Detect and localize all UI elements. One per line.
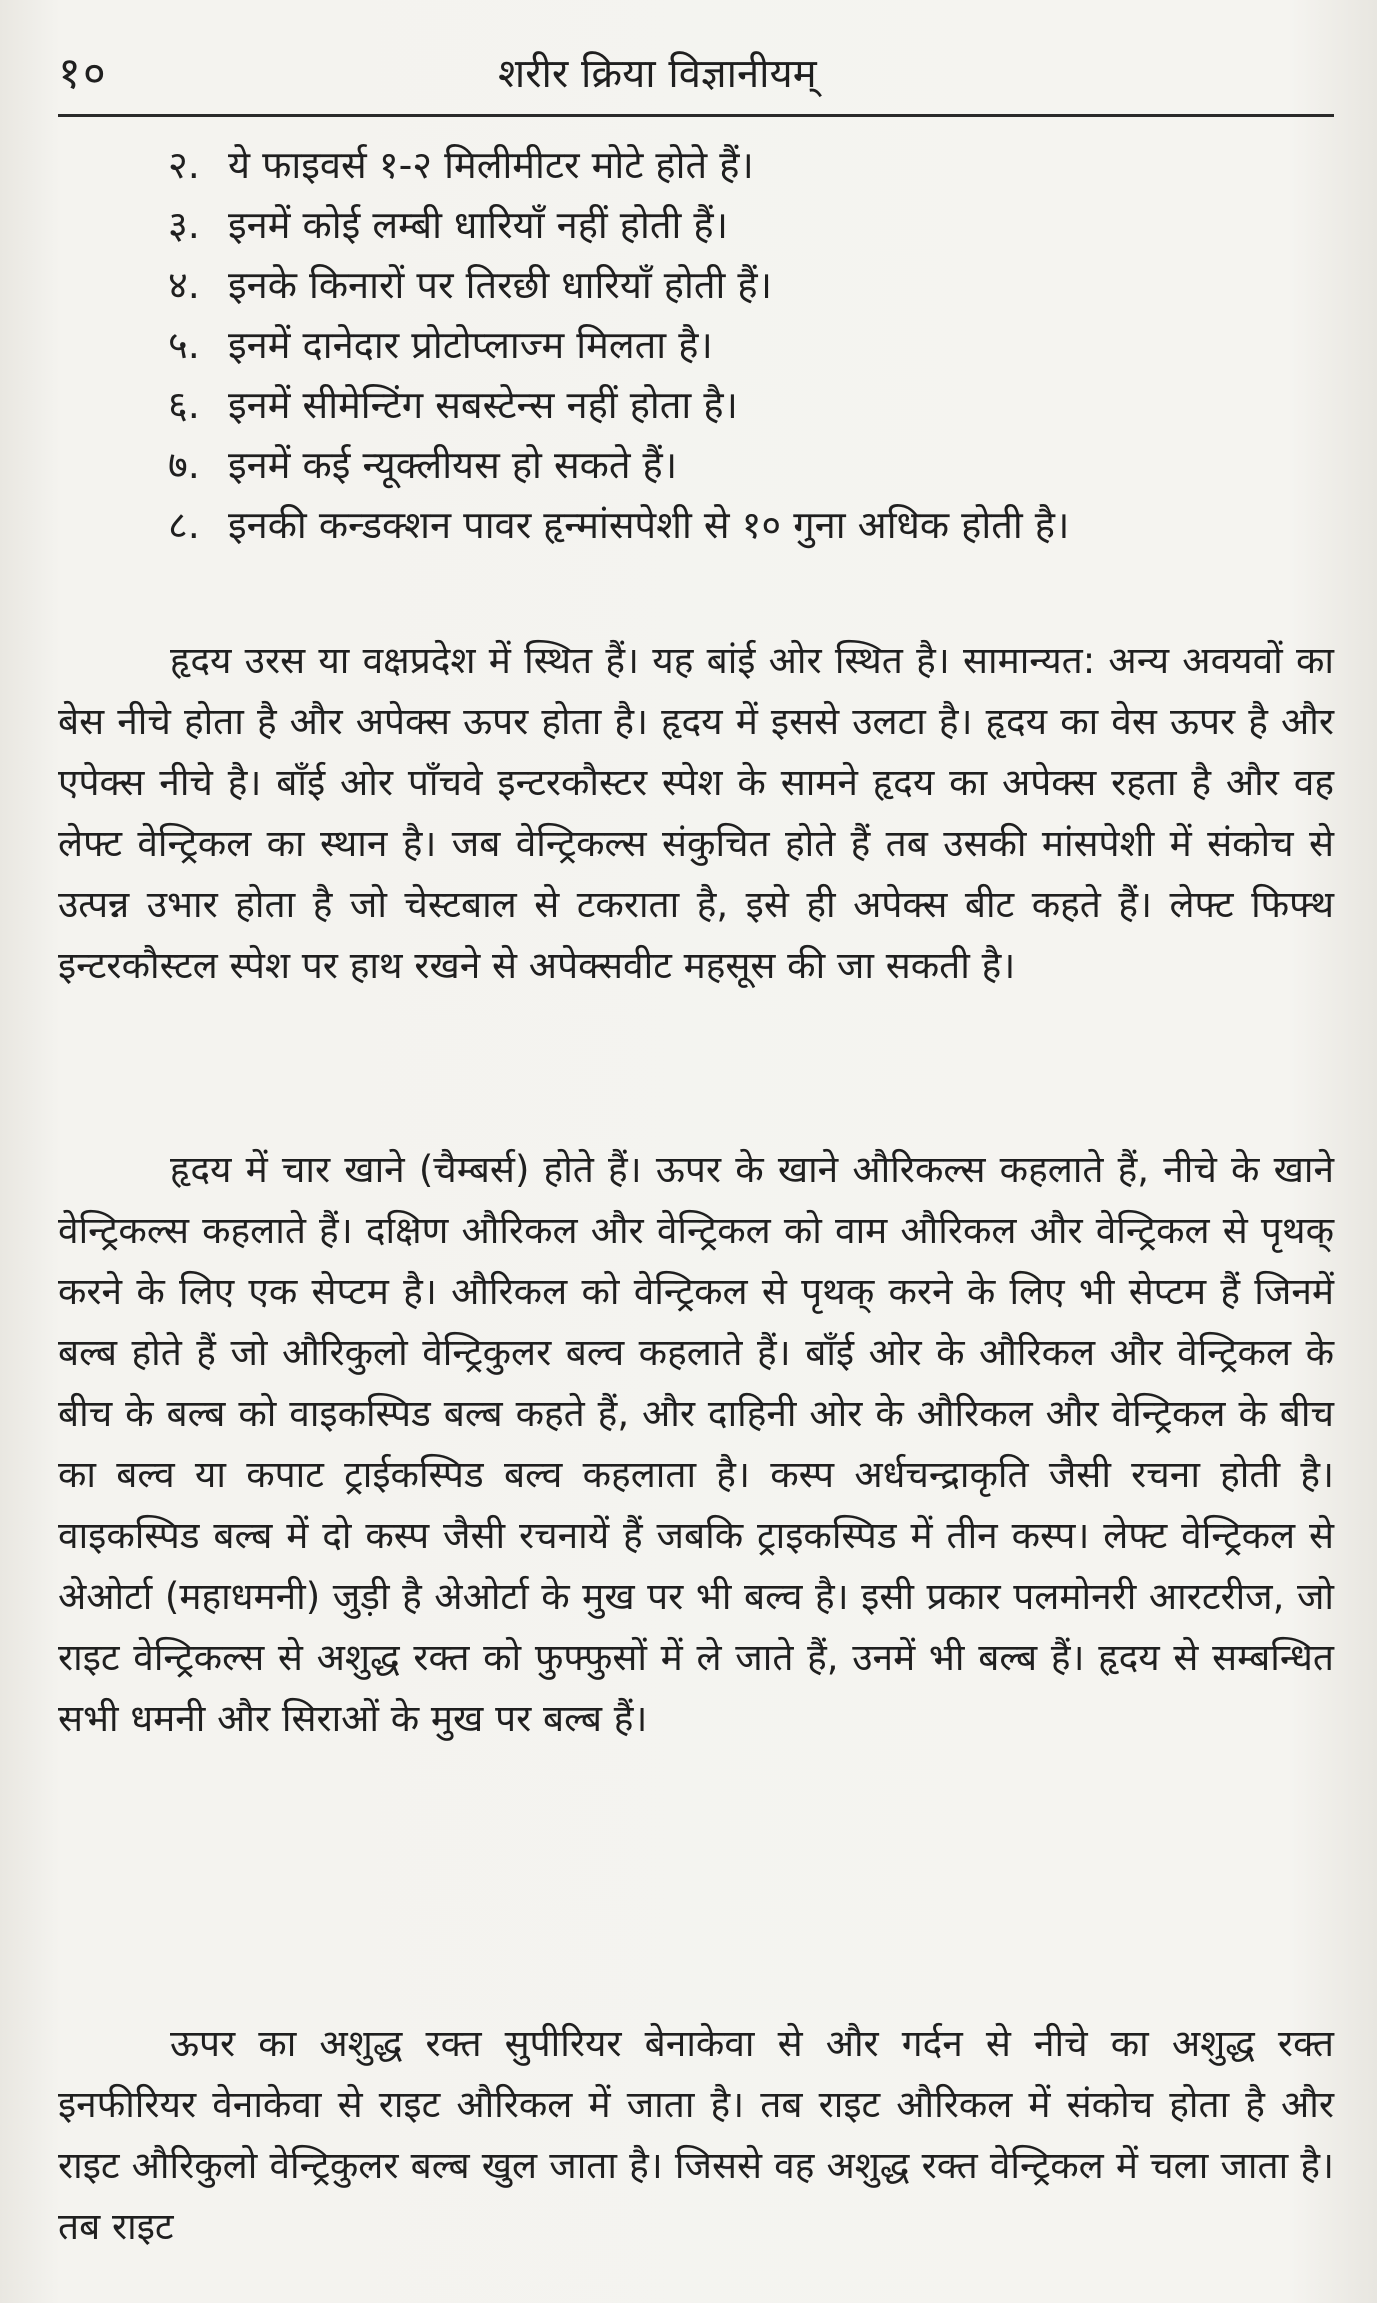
numbered-list: [58, 135, 1334, 555]
list-item-text: इनके किनारों पर तिरछी धारियाँ होती हैं।: [228, 263, 772, 307]
list-item-number: ४.: [168, 263, 200, 307]
body-paragraph: ऊपर का अशुद्ध रक्त सुपीरियर बेनाकेवा से और गर्दन से नीचे का अशुद्ध रक्त इनफीरियर वेनाकेवा से राइट औरिकल में जाता है। तब राइट औरिकल में संकोच होता है और राइट औरिकुलो वेन्ट्रिकुलर बल्ब खुल जाता है। जिससे वह अशुद्ध रक्त वेन्ट्रिकल में चला जाता है। तब राइट: [58, 2022, 1334, 2248]
list-item-text: इनमें दानेदार प्रोटोप्लाज्म मिलता है।: [228, 323, 713, 367]
list-item-number: ५.: [168, 323, 200, 367]
list-item: [58, 315, 1334, 375]
list-item: [58, 135, 1334, 195]
list-item-text: ये फाइवर्स १-२ मिलीमीटर मोटे होते हैं।: [228, 143, 754, 187]
page-number: १०: [58, 48, 108, 99]
running-title: शरीर क्रिया विज्ञानीयम्: [498, 51, 817, 97]
list-item-text: इनकी कन्डक्शन पावर हृन्मांसपेशी से १० गुना अधिक होती है।: [228, 503, 1070, 547]
list-item-text: इनमें कई न्यूक्लीयस हो सकते हैं।: [228, 443, 678, 487]
body-paragraph: हृदय में चार खाने (चैम्बर्स) होते हैं। ऊपर के खाने औरिकल्स कहलाते हैं, नीचे के खाने वेन्ट्रिकल्स कहलाते हैं। दक्षिण औरिकल और वेन्ट्रिकल को वाम औरिकल और वेन्ट्रिकल से पृथक् करने के लिए एक सेप्टम है। औरिकल को वेन्ट्रिकल से पृथक् करने के लिए भी सेप्टम हैं जिनमें बल्ब होते हैं जो औरिकुलो वेन्ट्रिकुलर बल्व कहलाते हैं। बाँई ओर के औरिकल और वेन्ट्रिकल के बीच के बल्ब को वाइकस्पिड बल्ब कहते हैं, और दाहिनी ओर के औरिकल और वेन्ट्रिकल के बीच का बल्व या कपाट ट्राईकस्पिड बल्व कहलाता है। कस्प अर्धचन्द्राकृति जैसी रचना होती है। वाइकस्पिड बल्ब में दो कस्प जैसी रचनायें हैं जबकि ट्राइकस्पिड में तीन कस्प। लेफ्ट वेन्ट्रिकल से अेओर्टा (महाधमनी) जुड़ी है अेओर्टा के मुख पर भी बल्व है। इसी प्रकार पलमोनरी आरटरीज, जो राइट वेन्ट्रिकल्स से अशुद्ध रक्त को फुफ्फुसों में ले जाते हैं, उनमें भी बल्ब हैं। हृदय से सम्बन्धित सभी धमनी और सिराओं के मुख पर बल्ब हैं।: [58, 1148, 1334, 1740]
list-item-number: २.: [168, 143, 200, 187]
list-item: [58, 435, 1334, 495]
list-item: [58, 495, 1334, 555]
list-item: [58, 195, 1334, 255]
list-item-number: ७.: [168, 443, 200, 487]
list-item-text: इनमें सीमेन्टिंग सबस्टेन्स नहीं होता है।: [228, 383, 738, 427]
list-item: [58, 375, 1334, 435]
page-header: [58, 40, 1334, 116]
list-item-number: ८.: [168, 503, 200, 547]
body-paragraph: हृदय उरस या वक्षप्रदेश में स्थित हैं। यह बांई ओर स्थित है। सामान्यत: अन्य अवयवों का बेस नीचे होता है और अपेक्स ऊपर होता है। हृदय में इससे उलटा है। हृदय का वेस ऊपर है और एपेक्स नीचे है। बाँई ओर पाँचवे इन्टरकौस्टर स्पेश के सामने हृदय का अपेक्स रहता है और वह लेफ्ट वेन्ट्रिकल का स्थान है। जब वेन्ट्रिकल्स संकुचित होते हैं तब उसकी मांसपेशी में संकोच से उत्पन्न उभार होता है जो चेस्टबाल से टकराता है, इसे ही अपेक्स बीट कहते हैं। लेफ्ट फिफ्थ इन्टरकौस्टल स्पेश पर हाथ रखने से अपेक्सवीट महसूस की जा सकती है।: [58, 639, 1334, 987]
list-item: [58, 255, 1334, 315]
header-rule: [58, 114, 1334, 117]
list-item-number: ३.: [168, 203, 200, 247]
list-item-text: इनमें कोई लम्बी धारियाँ नहीं होती हैं।: [228, 203, 728, 247]
list-item-number: ६.: [168, 383, 200, 427]
